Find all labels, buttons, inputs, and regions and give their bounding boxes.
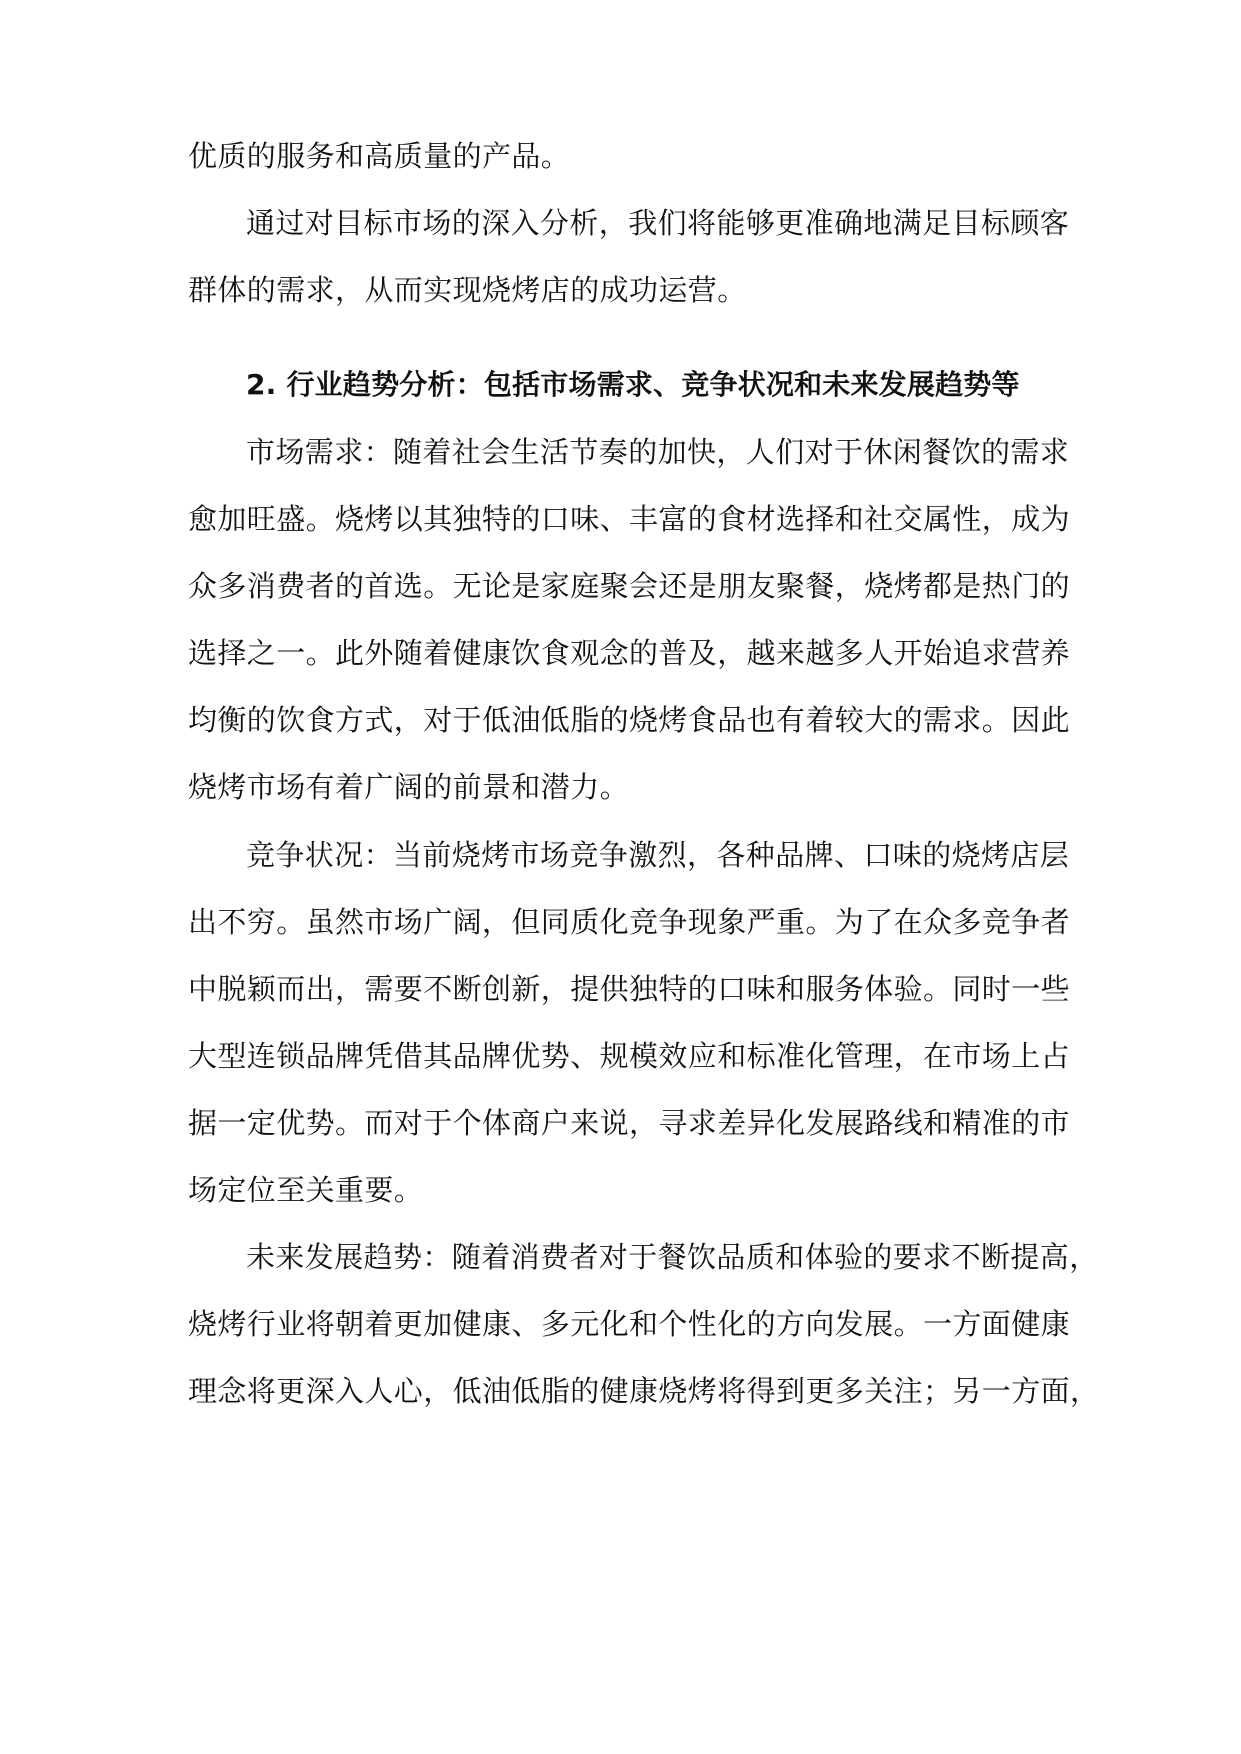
text-line: 众多消费者的首选。无论是家庭聚会还是朋友聚餐，烧烤都是热门的 [188,569,1071,603]
text-line: 据一定优势。而对于个体商户来说，寻求差异化发展路线和精准的市 [188,1106,1071,1140]
text-line: 选择之一。此外随着健康饮食观念的普及，越来越多人开始追求营养 [188,636,1071,670]
text-line: 烧烤行业将朝着更加健康、多元化和个性化的方向发展。一方面健康 [188,1307,1071,1341]
text-line: 优质的服务和高质量的产品。 [188,139,571,173]
paragraph-start-line: 市场需求：随着社会生活节奏的加快，人们对于休闲餐饮的需求 [246,435,1070,469]
text-line: 群体的需求，从而实现烧烤店的成功运营。 [188,273,747,307]
text-line: 场定位至关重要。 [188,1173,424,1207]
paragraph-start-line: 竞争状况：当前烧烤市场竞争激烈，各种品牌、口味的烧烤店层 [246,838,1070,872]
paragraph-start-line: 通过对目标市场的深入分析，我们将能够更准确地满足目标顾客 [246,206,1070,240]
text-line: 理念将更深入人心，低油低脂的健康烧烤将得到更多关注；另一方面， [188,1374,1100,1408]
text-line: 中脱颖而出，需要不断创新，提供独特的口味和服务体验。同时一些 [188,972,1071,1006]
text-line: 出不穷。虽然市场广阔，但同质化竞争现象严重。为了在众多竞争者 [188,905,1071,939]
text-line: 烧烤市场有着广阔的前景和潜力。 [188,770,630,804]
text-line: 愈加旺盛。烧烤以其独特的口味、丰富的食材选择和社交属性，成为 [188,502,1071,536]
paragraph-start-line: 未来发展趋势：随着消费者对于餐饮品质和体验的要求不断提高， [246,1240,1099,1274]
text-line: 均衡的饮食方式，对于低油低脂的烧烤食品也有着较大的需求。因此 [188,703,1071,737]
section-heading: 2. 行业趋势分析：包括市场需求、竞争状况和未来发展趋势等 [246,368,1020,401]
text-line: 大型连锁品牌凭借其品牌优势、规模效应和标准化管理，在市场上占 [188,1039,1071,1073]
